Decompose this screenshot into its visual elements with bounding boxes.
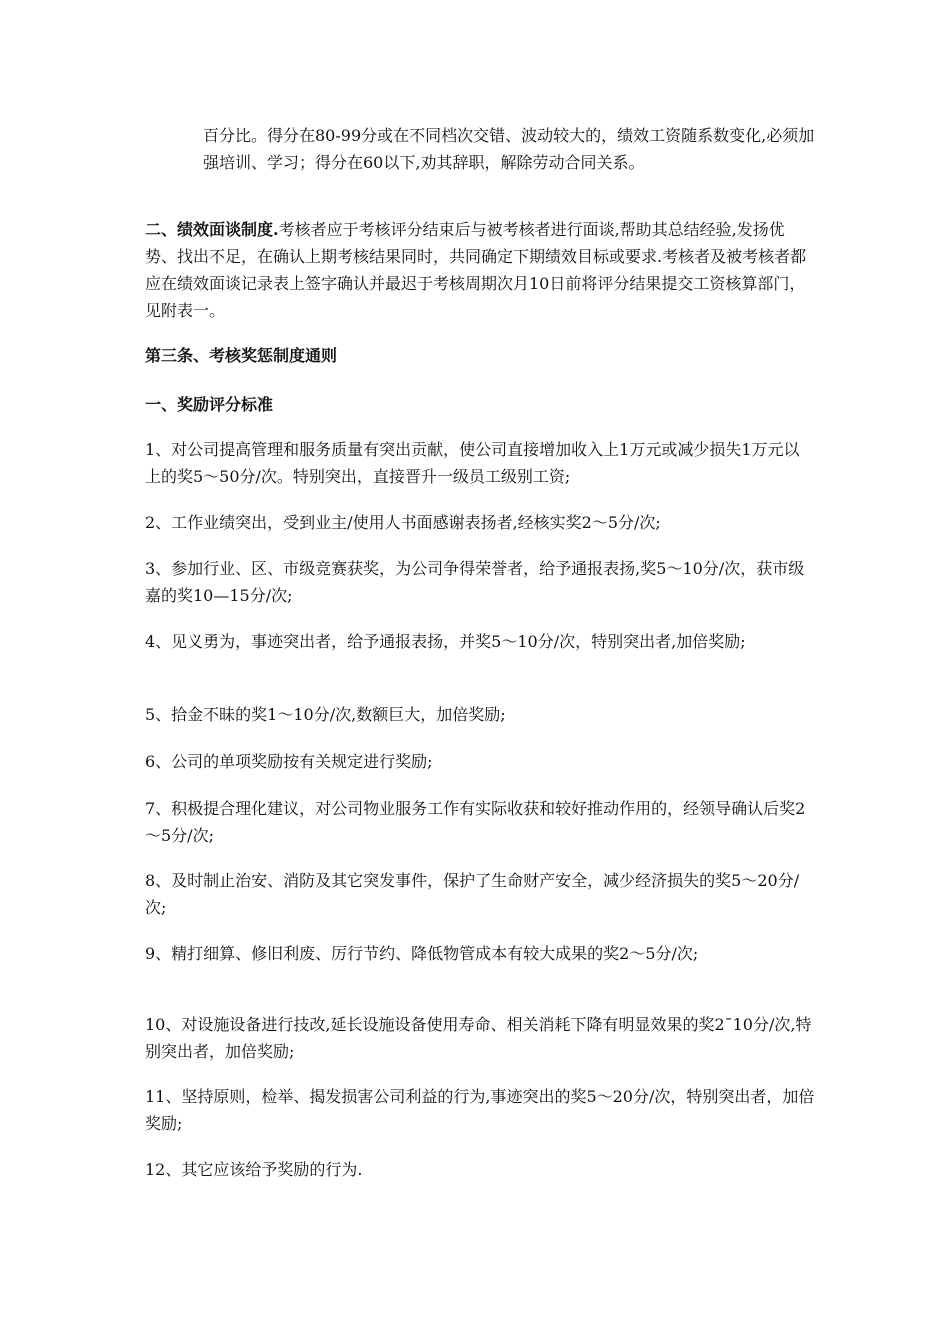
interview-paragraph <box>145 216 815 324</box>
reward-item-10: 10、对设施设备进行技改,延长设施设备使用寿命、相关消耗下降有明显效果的奖2¯10分/次,特别突出者，加倍奖励; <box>145 1015 812 1061</box>
reward-item-1: 1、对公司提高管理和服务质量有突出贡献，使公司直接增加收入上1万元或减少损失1万元以上的奖5～50分/次。特别突出，直接晋升一级员工级别工资; <box>145 440 800 486</box>
reward-section-title: 一、奖励评分标准 <box>145 395 274 414</box>
reward-item-2: 2、工作业绩突出，受到业主/使用人书面感谢表扬者,经核实奖2～5分/次; <box>145 513 661 532</box>
reward-item-3: 3、参加行业、区、市级竞赛获奖，为公司争得荣誉者，给予通报表扬,奖5～10分/次，获市级嘉的奖10—15分/次; <box>145 559 805 605</box>
reward-item-5: 5、拾金不昧的奖1～10分/次,数额巨大，加倍奖励; <box>145 705 506 724</box>
reward-item-8: 8、及时制止治安、消防及其它突发事件，保护了生命财产安全，减少经济损失的奖5～20分/次; <box>145 871 800 917</box>
article3-title: 第三条、考核奖惩制度通则 <box>145 346 338 365</box>
reward-item-11: 11、坚持原则，检举、揭发损害公司利益的行为,事迹突出的奖5～20分/次，特别突出者，加倍奖励; <box>145 1087 815 1133</box>
reward-item-4: 4、见义勇为，事迹突出者，给予通报表扬，并奖5～10分/次，特别突出者,加倍奖励; <box>145 632 746 651</box>
reward-item-12: 12、其它应该给予奖励的行为. <box>145 1160 363 1179</box>
reward-item-9: 9、精打细算、修旧利废、厉行节约、降低物管成本有较大成果的奖2～5分/次; <box>145 944 699 963</box>
interview-body: 考核者应于考核评分结束后与被考核者进行面谈,帮助其总结经验,发扬优势、找出不足，在确认上期考核结果同时，共同确定下期绩效目标或要求.考核者及被考核者都应在绩效面谈记录表上签字确认并最迟于考核周期次月10日前将评分结果提交工资核算部门，见附表一。 <box>145 220 807 320</box>
intro-paragraph: 百分比。得分在80-99分或在不同档次交错、波动较大的，绩效工资随系数变化,必须加强培训、学习；得分在60以下,劝其辞职，解除劳动合同关系。 <box>203 126 815 172</box>
interview-heading: 二、绩效面谈制度. <box>145 220 279 239</box>
reward-item-6: 6、公司的单项奖励按有关规定进行奖励; <box>145 752 433 771</box>
reward-item-7: 7、积极提合理化建议，对公司物业服务工作有实际收获和较好推动作用的，经领导确认后奖2～5分/次; <box>145 799 806 845</box>
